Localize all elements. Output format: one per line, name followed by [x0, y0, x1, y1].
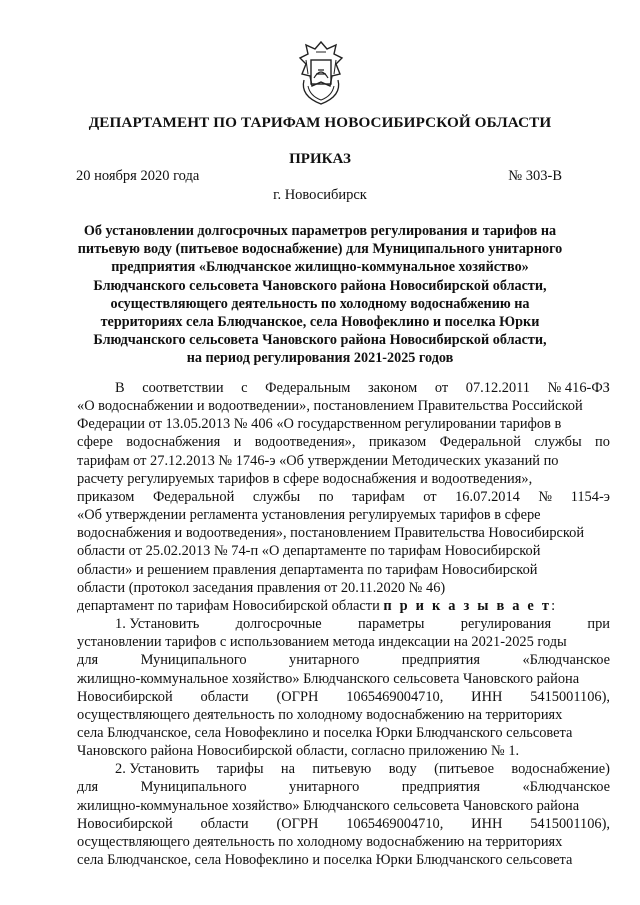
item1-last-line: Чановского района Новосибирской области, согласно приложению № 1. — [77, 743, 520, 760]
order-date: 20 ноября 2020 года — [76, 168, 200, 184]
text-line — [77, 760, 610, 778]
word: при — [587, 616, 610, 633]
orders-colon: : — [551, 597, 556, 614]
title-line: Блюдчанского сельсовета Чановского района Новосибирской области, — [93, 277, 547, 294]
order-item-2 — [77, 760, 610, 869]
word: от — [434, 380, 449, 396]
text-line — [77, 542, 610, 560]
text-line — [77, 452, 610, 470]
word: 07.12.2011 — [465, 380, 530, 396]
text-line — [77, 815, 610, 833]
text-line — [77, 778, 610, 796]
coat-of-arms-icon — [296, 40, 346, 108]
word: Федеральной — [152, 488, 235, 505]
order-city: г. Новосибирск — [273, 187, 367, 203]
word: предприятия — [401, 779, 481, 796]
text-line — [77, 506, 610, 524]
word: регулирования — [460, 616, 552, 633]
word: ИНН — [471, 815, 503, 832]
word: тарифам от 27.12.2013 № 1746-э «Об утверждении Методических указаний по — [77, 452, 559, 469]
word: законом — [367, 380, 418, 396]
word: области» и решением правления департамента по тарифам Новосибирской — [77, 561, 538, 578]
word: службы — [252, 488, 301, 505]
word: «Блюдчанское — [522, 779, 610, 796]
word: тарифам — [352, 488, 405, 505]
text-line — [77, 797, 610, 815]
orders-prefix: департамент по тарифам Новосибирской области — [77, 597, 384, 614]
word: долгосрочные — [235, 616, 322, 633]
text-line — [77, 651, 610, 669]
word: 5415001106), — [530, 688, 610, 705]
word: (питьевое — [434, 761, 494, 778]
title-line: Об установлении долгосрочных параметров регулирования и тарифов на — [83, 223, 557, 239]
word: Новосибирской — [77, 815, 173, 832]
word: воду — [388, 761, 417, 778]
text-line — [77, 688, 610, 706]
word: с — [241, 380, 248, 396]
text-line — [77, 706, 610, 724]
word: установлении тарифов с использованием метода индексации на 2021-2025 годы — [77, 634, 567, 651]
word: службы — [534, 434, 582, 451]
document-type: ПРИКАЗ — [289, 151, 351, 167]
text-line — [77, 397, 610, 415]
word: для — [77, 779, 99, 796]
text-line — [77, 470, 610, 488]
text-line — [77, 724, 610, 742]
word: Новосибирской — [77, 688, 173, 705]
preamble-paragraph — [77, 379, 610, 579]
word: области от 25.02.2013 № 74-п «О департаменте по тарифам Новосибирской — [77, 543, 541, 560]
title-line: на период регулирования 2021-2025 годов — [186, 350, 454, 367]
word: (ОГРН — [276, 815, 319, 832]
word: и — [233, 434, 242, 451]
word: Федеральным — [265, 380, 351, 396]
word: Федеральной — [439, 434, 521, 451]
order-number: № 303-В — [508, 168, 562, 184]
word: Федерации от 13.05.2013 № 406 «О государственном регулировании тарифов в — [77, 416, 562, 433]
word: расчету регулируемых тарифов в сфере водоснабжения и водоотведения», — [77, 470, 533, 487]
word: № — [538, 488, 553, 505]
title-line: питьевую воду (питьевое водоснабжение) для Муниципального унитарного — [77, 241, 563, 258]
word: приказом — [368, 434, 427, 451]
word: Муниципального — [140, 779, 247, 796]
word: унитарного — [289, 779, 360, 796]
order-title — [60, 222, 580, 368]
orders-word: п р и к а з ы в а е т — [383, 597, 552, 614]
word: параметры — [357, 616, 425, 633]
word: по — [318, 488, 334, 505]
text-line — [77, 670, 610, 688]
word: 1154-э — [570, 488, 610, 505]
text-line — [77, 379, 610, 397]
text-line — [77, 415, 610, 433]
word: тарифы — [216, 761, 264, 778]
title-line: предприятия «Блюдчанское жилищно-коммунальное хозяйство» — [111, 259, 529, 276]
word: осуществляющего деятельность по холодному водоснабжению на территориях — [77, 706, 563, 723]
order-body — [77, 379, 610, 869]
word: приказом — [77, 488, 135, 505]
word: № 416-ФЗ — [547, 380, 610, 396]
text-line — [77, 633, 610, 651]
title-line: Блюдчанского сельсовета Чановского района Новосибирской области, — [93, 332, 547, 349]
word: водоснабжения — [126, 434, 221, 451]
word: «О водоснабжении и водоотведении», постановлением Правительства Российской — [77, 398, 583, 415]
word: ИНН — [471, 688, 503, 705]
word: села Блюдчанское, села Новофеклино и поселка Юрки Блюдчанского сельсовета — [77, 852, 573, 869]
word: питьевую — [312, 761, 372, 778]
word: Муниципального — [140, 652, 247, 669]
word: 1. Установить — [115, 616, 200, 633]
word: соответствии — [142, 380, 224, 396]
text-line — [77, 833, 610, 851]
title-line: территориях села Блюдчанское, села Новофеклино и поселка Юрки — [100, 314, 540, 331]
word: 1065469004710, — [346, 688, 444, 705]
word: по — [595, 434, 610, 451]
word: водоснабжение) — [511, 761, 610, 778]
word: 5415001106), — [530, 815, 610, 832]
word: (ОГРН — [276, 688, 319, 705]
word: для — [77, 652, 99, 669]
text-line — [77, 433, 610, 451]
order-item-1 — [77, 615, 610, 742]
word: жилищно-коммунальное хозяйство» Блюдчанского сельсовета Чановского района — [77, 797, 580, 814]
title-line: осуществляющего деятельность по холодному водоснабжению на — [110, 295, 530, 312]
word: 1065469004710, — [346, 815, 444, 832]
word: области — [200, 815, 249, 832]
word: водоотведения», — [254, 434, 356, 451]
word: 2. Установить — [115, 761, 200, 778]
preamble-last-line: области (протокол заседания правления от 20.11.2020 № 46) — [77, 579, 446, 596]
word: сфере — [77, 434, 113, 451]
text-line — [77, 561, 610, 579]
department-name: ДЕПАРТАМЕНТ ПО ТАРИФАМ НОВОСИБИРСКОЙ ОБЛАСТИ — [88, 114, 552, 131]
orders-line — [77, 597, 610, 615]
word: 16.07.2014 — [455, 488, 520, 505]
word: «Об утверждении регламента установления регулируемых тарифов в сфере — [77, 507, 541, 524]
text-line — [77, 524, 610, 542]
word: области — [200, 688, 249, 705]
word: осуществляющего деятельность по холодному водоснабжению на территориях — [77, 833, 563, 850]
text-line — [77, 615, 610, 633]
word: от — [423, 488, 437, 505]
word: унитарного — [289, 652, 360, 669]
word: села Блюдчанское, села Новофеклино и поселка Юрки Блюдчанского сельсовета — [77, 724, 573, 741]
word: водоснабжения и водоотведения», постановлением Правительства Новосибирской — [77, 525, 585, 542]
word: жилищно-коммунальное хозяйство» Блюдчанского сельсовета Чановского района — [77, 670, 580, 687]
word: «Блюдчанское — [522, 652, 610, 669]
word: В — [115, 380, 125, 396]
word: предприятия — [401, 652, 481, 669]
text-line — [77, 851, 610, 869]
text-line — [77, 488, 610, 506]
word: на — [280, 761, 295, 778]
